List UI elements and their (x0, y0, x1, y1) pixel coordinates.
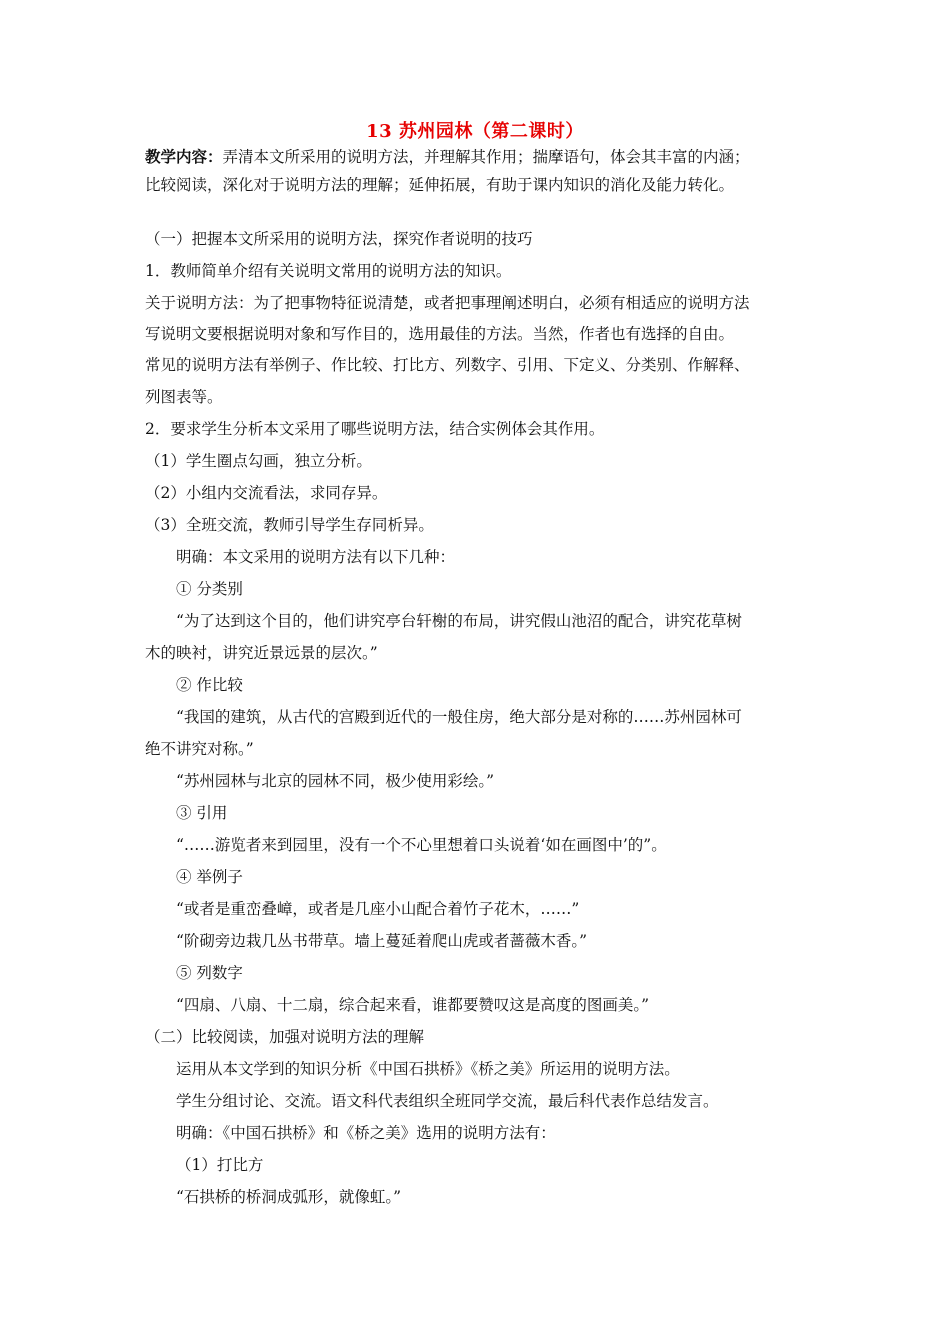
intro-line-1 (145, 146, 750, 168)
quote-line: “阶砌旁边栽几丛书带草。墙上蔓延着爬山虎或者蔷薇木香。” (176, 932, 588, 950)
paragraph-line: 常见的说明方法有举例子、作比较、打比方、列数字、引用、下定义、分类别、作解释、 (145, 356, 750, 374)
paragraph-line: 2．要求学生分析本文采用了哪些说明方法，结合实例体会其作用。 (145, 420, 605, 438)
quote-line: “……游览者来到园里，没有一个不心里想着口头说着‘如在画图中’的”。 (176, 836, 667, 854)
quote-line: “或者是重峦叠嶂，或者是几座小山配合着竹子花木，……” (176, 900, 580, 918)
quote-line: “石拱桥的桥洞成弧形，就像虹。” (176, 1188, 402, 1206)
paragraph-line: 写说明文要根据说明对象和写作目的，选用最佳的方法。当然，作者也有选择的自由。 (145, 325, 735, 343)
paragraph-line: 1．教师简单介绍有关说明文常用的说明方法的知识。 (145, 262, 512, 280)
method-heading: ⑤ 列数字 (176, 964, 243, 982)
quote-line: “苏州园林与北京的园林不同，极少使用彩绘。” (176, 772, 495, 790)
paragraph-line: 列图表等。 (145, 388, 223, 406)
paragraph-line: 关于说明方法：为了把事物特征说清楚，或者把事理阐述明白，必须有相适应的说明方法 (145, 294, 750, 312)
page-title: 13 苏州园林（第二课时） (366, 121, 584, 142)
list-item: （3）全班交流，教师引导学生存同析异。 (145, 516, 434, 534)
method-heading: （1）打比方 (176, 1156, 264, 1174)
intro-line-2: 比较阅读，深化对于说明方法的理解；延伸拓展，有助于课内知识的消化及能力转化。 (145, 176, 735, 194)
paragraph-line: 学生分组讨论、交流。语文科代表组织全班同学交流，最后科代表作总结发言。 (176, 1092, 719, 1110)
intro-text-1: 弄清本文所采用的说明方法，并理解其作用；揣摩语句，体会其丰富的内涵； (222, 148, 750, 166)
quote-line: “我国的建筑，从古代的宫殿到近代的一般住房，绝大部分是对称的……苏州园林可 (176, 708, 742, 726)
quote-line: “为了达到这个目的，他们讲究亭台轩榭的布局，讲究假山池沼的配合，讲究花草树 (176, 612, 742, 630)
paragraph-line: 明确：《中国石拱桥》和《桥之美》选用的说明方法有： (176, 1124, 556, 1142)
list-item: （1）学生圈点勾画，独立分析。 (145, 452, 372, 470)
intro-label: 教学内容： (145, 147, 223, 166)
paragraph-line: 明确：本文采用的说明方法有以下几种： (176, 548, 456, 566)
method-heading: ④ 举例子 (176, 868, 243, 886)
paragraph-line: 运用从本文学到的知识分析《中国石拱桥》《桥之美》所运用的说明方法。 (176, 1060, 680, 1078)
method-heading: ① 分类别 (176, 580, 243, 598)
section-heading-1: （一）把握本文所采用的说明方法，探究作者说明的技巧 (145, 230, 533, 248)
quote-line: 绝不讲究对称。” (145, 740, 254, 758)
quote-line: “四扇、八扇、十二扇，综合起来看，谁都要赞叹这是高度的图画美。” (176, 996, 650, 1014)
quote-line: 木的映衬，讲究近景远景的层次。” (145, 644, 378, 662)
list-item: （2）小组内交流看法，求同存异。 (145, 484, 388, 502)
section-heading-2: （二）比较阅读，加强对说明方法的理解 (145, 1028, 425, 1046)
method-heading: ③ 引用 (176, 804, 228, 822)
method-heading: ② 作比较 (176, 676, 243, 694)
